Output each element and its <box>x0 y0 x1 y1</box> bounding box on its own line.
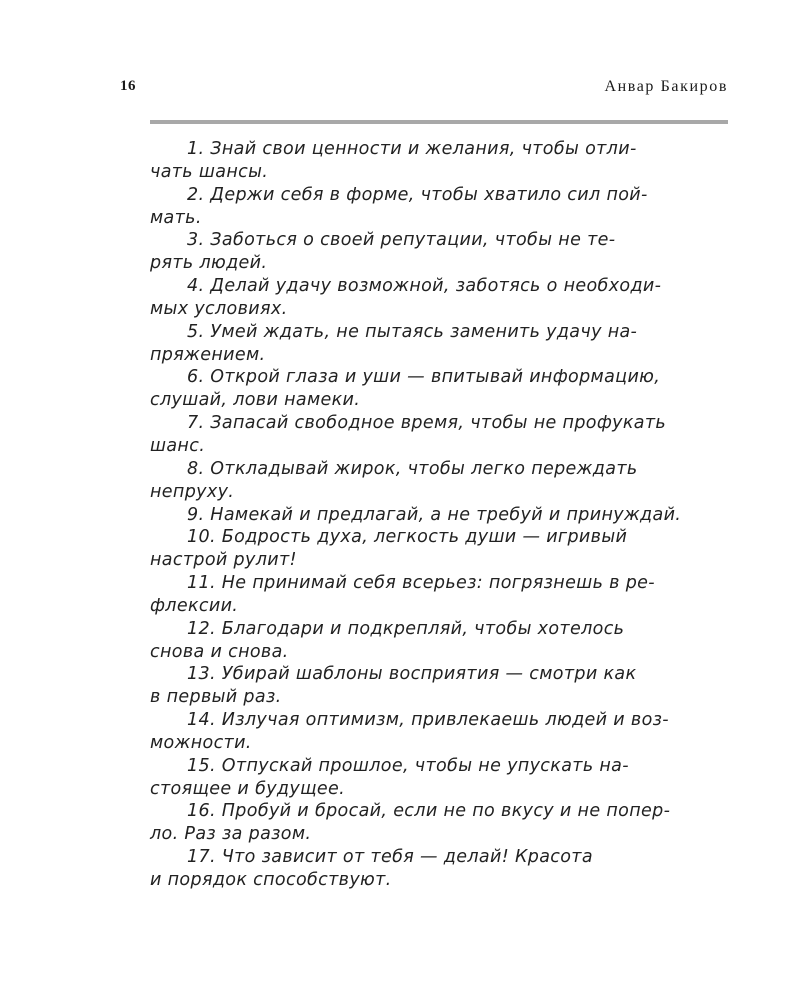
list-item-continuation: в первый раз. <box>150 687 282 708</box>
list-item-line: 13. Убирай шаблоны восприятия — смотри как <box>187 664 637 685</box>
list-item-line: 14. Излучая оптимизм, привлекаешь людей и воз- <box>187 710 669 731</box>
list-item-line: 3. Заботься о своей репутации, чтобы не те- <box>187 230 616 251</box>
header-rule <box>150 120 728 124</box>
list-item-continuation: ло. Раз за разом. <box>150 824 312 845</box>
list-item-continuation: можности. <box>150 732 252 753</box>
list-item-line: 5. Умей ждать, не пытаясь заменить удачу на- <box>187 321 638 342</box>
list-item-continuation: чать шансы. <box>150 161 269 182</box>
list-item-line: 8. Откладывай жирок, чтобы легко переждать <box>187 458 638 479</box>
list-item-line: 1. Знай свои ценности и желания, чтобы отли- <box>187 139 637 159</box>
list-item-line: 12. Благодари и подкрепляй, чтобы хотелось <box>187 618 625 639</box>
list-item-line: 11. Не принимай себя всерьез: погрязнешь в ре- <box>187 573 655 594</box>
list-item-continuation: стоящее и будущее. <box>150 778 346 799</box>
list-item-continuation: мых условиях. <box>150 298 288 319</box>
page-number: 16 <box>120 78 136 94</box>
list-item-continuation: флексии. <box>150 595 239 616</box>
list-item-continuation: мать. <box>150 207 202 228</box>
list-item-line: 10. Бодрость духа, легкость души — игривый <box>187 527 628 548</box>
list-item-line: 9. Намекай и предлагай, а не требуй и принуждай. <box>187 504 682 525</box>
running-head-author: Анвар Бакиров <box>604 78 728 95</box>
list-item-continuation: снова и снова. <box>150 641 289 662</box>
list-item-line: 4. Делай удачу возможной, заботясь о необходи- <box>187 276 662 297</box>
list-item-continuation: непруху. <box>150 481 235 502</box>
body-text <box>150 138 728 892</box>
list-item-line: 17. Что зависит от тебя — делай! Красота <box>187 847 593 868</box>
list-item-continuation: рять людей. <box>150 253 268 274</box>
list-item-continuation: шанс. <box>150 435 206 456</box>
list-item-line: 2. Держи себя в форме, чтобы хватило сил пой- <box>187 184 648 205</box>
list-item-line: 15. Отпускай прошлое, чтобы не упускать на- <box>187 755 629 776</box>
list-item-continuation: пряжением. <box>150 344 266 365</box>
list-item-line: 6. Открой глаза и уши — впитывай информацию, <box>187 367 661 388</box>
list-item-line: 7. Запасай свободное время, чтобы не профукать <box>187 413 667 434</box>
list-item-continuation: и порядок способствуют. <box>150 870 392 890</box>
list-item-line: 16. Пробуй и бросай, если не по вкусу и не попер- <box>187 801 671 822</box>
list-item-continuation: слушай, лови намеки. <box>150 390 361 411</box>
list-item-continuation: настрой рулит! <box>150 550 297 571</box>
